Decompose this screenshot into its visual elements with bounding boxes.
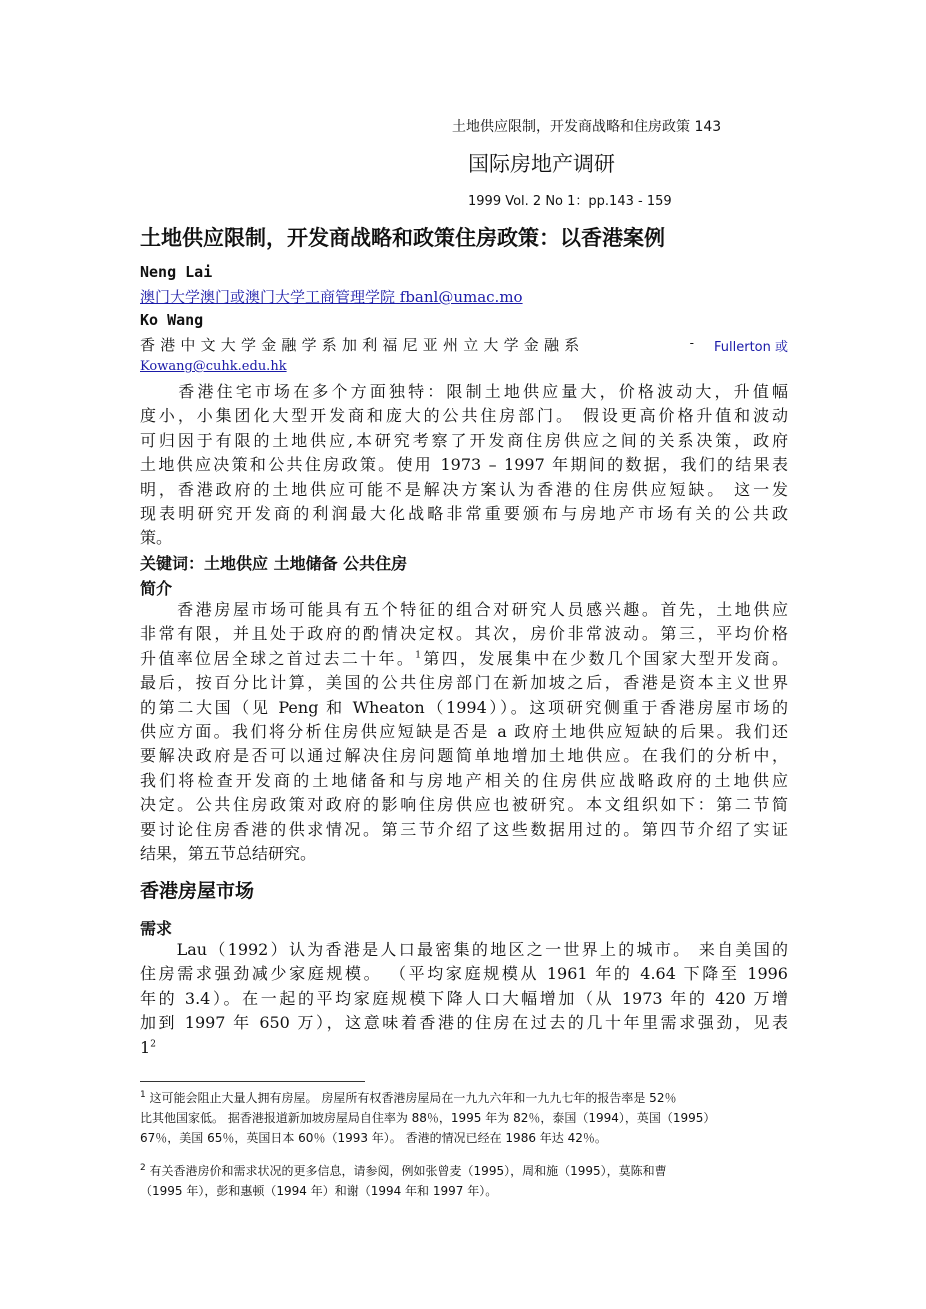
text-line: 加到 1997 年 650 万），这意味着香港的住房在过去的几十年里需求强劲，见表 xyxy=(140,1013,788,1033)
running-header: 土地供应限制，开发商战略和住房政策 143 xyxy=(452,119,722,135)
text-line: 决定。公共住房政策对政府的影响住房供应也被研究。本文组织如下：第二节简 xyxy=(140,795,788,815)
article-title: 土地供应限制，开发商战略和政策住房政策：以香港案例 xyxy=(140,225,665,250)
text-line xyxy=(140,1036,788,1060)
text-line: 非常有限，并且处于政府的酌情决定权。其次，房价非常波动。第三，平均价格 xyxy=(140,624,788,644)
text-line: 供应方面。我们将分析住房供应短缺是否是 a 政府土地供应短缺的后果。我们还 xyxy=(140,721,788,741)
subsection-heading: 需求 xyxy=(140,919,173,938)
affiliation-text: 香港中文大学金融学系加利福尼亚州立大学金融系 xyxy=(140,336,585,354)
author-name: Neng Lai xyxy=(140,263,213,281)
email-link[interactable]: Kowang@cuhk.edu.hk xyxy=(140,359,287,374)
text-line: 香港住宅市场在多个方面独特：限制土地供应量大，价格波动大，升值幅 xyxy=(140,382,788,401)
keywords: 关键词：土地供应 土地储备 公共住房 xyxy=(140,554,408,573)
text-line: 度小，小集团化大型开发商和庞大的公共住房部门。 假设更高价格升值和波动 xyxy=(140,406,788,426)
author-name: Ko Wang xyxy=(140,311,204,329)
affiliation-link[interactable]: Fullerton 或 xyxy=(714,340,788,355)
text-line: Lau（1992）认为香港是人口最密集的地区之一世界上的城市。 来自美国的 xyxy=(140,940,788,959)
text-line: 要解决政府是否可以通过解决住房问题简单地增加土地供应。在我们的分析中， xyxy=(140,746,788,766)
text-line: 最后，按百分比计算，美国的公共住房部门在新加坡之后，香港是资本主义世界 xyxy=(140,673,788,693)
text-line: 要讨论住房香港的供求情况。第三节介绍了这些数据用过的。第四节介绍了实证 xyxy=(140,819,788,839)
text-line xyxy=(140,1088,788,1108)
footnote-ref[interactable]: 1 xyxy=(415,650,421,661)
affiliation-dash: - xyxy=(689,336,694,351)
journal-name: 国际房地产调研 xyxy=(468,152,615,176)
footnote-marker: 2 xyxy=(140,1163,146,1173)
footnote-marker: 1 xyxy=(140,1090,146,1100)
text-line: 67％，美国 65％，英国日本 60％（1993 年）。 香港的情况已经在 1986 年达 42％。 xyxy=(140,1131,607,1145)
volume-info: 1999 Vol. 2 No 1：pp.143 - 159 xyxy=(468,194,672,209)
text-line: （1995 年），彭和惠顿（1994 年）和谢（1994 年和 1997 年）。 xyxy=(140,1184,498,1198)
section-heading: 简介 xyxy=(140,579,173,598)
footnote xyxy=(140,1161,788,1201)
section-heading: 香港房屋市场 xyxy=(140,880,255,902)
text-line: 我们将检查开发商的土地储备和与房地产相关的住房供应战略政府的土地供应 xyxy=(140,770,788,790)
text-line: 策。 xyxy=(140,528,173,548)
text-segment: 升值率位居全球之首过去二十年。 xyxy=(140,648,416,668)
demand-paragraph xyxy=(140,938,788,1060)
text-line: 的第二大国（见 Peng 和 Wheaton（1994））。这项研究侧重于香港房屋市场的 xyxy=(140,697,788,717)
text-line: 明，香港政府的土地供应可能不是解决方案认为香港的住房供应短缺。 这一发 xyxy=(140,479,788,499)
text-line: 土地供应决策和公共住房政策。使用 1973 – 1997 年期间的数据，我们的结果表 xyxy=(140,455,788,475)
text-line: 比其他国家低。 据香港报道新加坡房屋局自住率为 88％，1995 年为 82％，泰国（1994），英国（1995） xyxy=(140,1111,716,1125)
text-segment: 这可能会阻止大量人拥有房屋。 房屋所有权香港房屋局在一九九六年和一九九七年的报告率是 52％ xyxy=(145,1091,677,1105)
text-line: 住房需求强劲减少家庭规模。 （平均家庭规模从 1961 年的 4.64 下降至 1996 xyxy=(140,964,788,984)
text-line: 结果，第五节总结研究。 xyxy=(140,843,317,863)
author-affiliation-link[interactable]: 澳门大学澳门或澳门大学工商管理学院 fbanl@umac.mo xyxy=(140,288,523,306)
footnote-divider xyxy=(140,1081,365,1082)
text-line xyxy=(140,1161,788,1181)
text-segment: 第四，发展集中在少数几个国家大型开发商。 xyxy=(420,648,788,668)
text-segment: 1 xyxy=(140,1037,151,1057)
text-line xyxy=(140,647,788,671)
text-line: 现表明研究开发商的利润最大化战略非常重要颁布与房地产市场有关的公共政 xyxy=(140,503,788,523)
footnote-ref[interactable]: 2 xyxy=(150,1039,156,1050)
text-line: 可归因于有限的土地供应,本研究考察了开发商住房供应之间的关系决策，政府 xyxy=(140,430,788,450)
text-line: 香港房屋市场可能具有五个特征的组合对研究人员感兴趣。首先，土地供应 xyxy=(140,600,788,619)
text-line: 年的 3.4）。在一起的平均家庭规模下降人口大幅增加（从 1973 年的 420 万增 xyxy=(140,988,788,1008)
author-affiliation xyxy=(140,334,788,355)
text-segment: 有关香港房价和需求状况的更多信息，请参阅，例如张曾麦（1995），周和施（1995），莫陈和曹 xyxy=(145,1164,667,1178)
footnote xyxy=(140,1088,788,1148)
abstract xyxy=(140,380,788,551)
intro-paragraph xyxy=(140,598,788,866)
